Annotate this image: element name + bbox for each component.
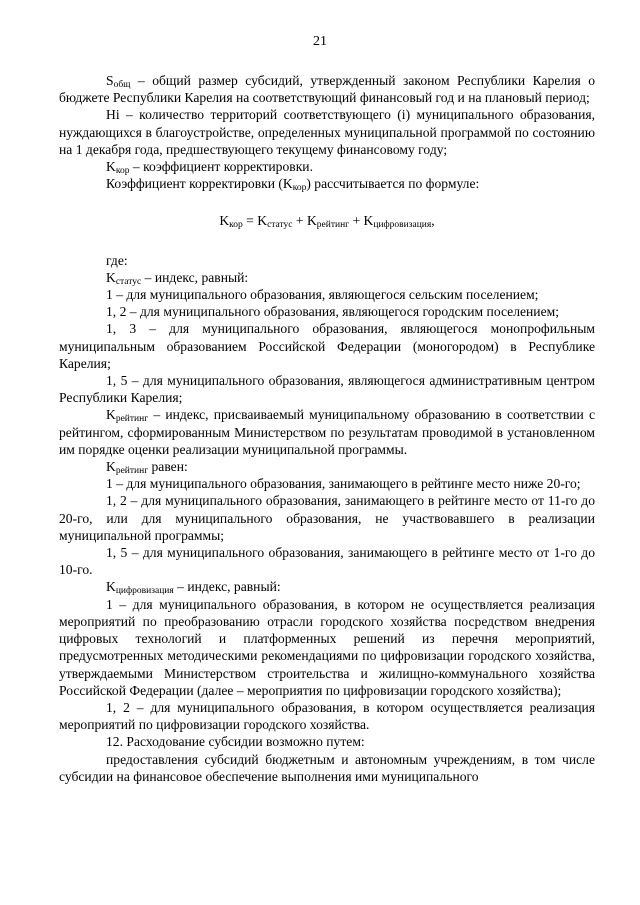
paragraph-subsidies-provision: предоставления субсидий бюджетным и автономным учреждениям, в том числе субсидии на финансовое обеспечение выполнения ими муниципального [59, 751, 595, 784]
paragraph-digitalization-1: 1 – для муниципального образования, в котором не осуществляется реализация мероприятий по преобразованию отрасли городского хозяйства посредством внедрения цифровых технологий и платформенных решений из перечня мероприятий, предусмотренных методическими рекомендациями по цифровизации городского хозяйства, утверждаемыми Министерством строительства и жилищно-коммунального хозяйства Российской Федерации (далее – мероприятия по цифровизации городского хозяйства); [59, 596, 595, 698]
paragraph-rating-3: 1, 5 – для муниципального образования, занимающего в рейтинге место от 1-го до 10-го. [59, 545, 595, 578]
paragraph-rating-2: 1, 2 – для муниципального образования, занимающего в рейтинге место от 11-го до 20-го, или для муниципального образования, не участвовавшего в реализации муниципальной программы; [59, 493, 595, 543]
paragraph-s-total: $S_{общ}$ – общий размер субсидий, утвержденный законом Республики Карелия о бюджете Республики Карелия на соответствующий финансовый год и на плановый период; [59, 73, 595, 106]
page-number: 21 [313, 34, 327, 49]
paragraph-k-rating: $K_{рейтинг}$ – индекс, присваиваемый муниципальному образованию в соответствии с рейтингом, сформированным Министерством по результатам проводимой в установленном им порядке оценки реализации муниципальной программы. [59, 407, 595, 457]
paragraph-status-4: 1, 5 – для муниципального образования, являющегося административным центром Республики Карелия; [59, 373, 595, 406]
paragraph-status-1: 1 – для муниципального образования, являющегося сельским поселением; [106, 287, 539, 303]
paragraph-where: где: [106, 252, 128, 268]
paragraph-hi: Hi – количество территорий соответствующего (i) муниципального образования, нуждающихся в благоустройстве, определенных муниципальной программой по состоянию на 1 декабря года, предшествующего текущему финансовому году; [59, 107, 595, 157]
paragraph-k-rating-equals: $K_{рейтинг}$ равен: [106, 459, 188, 477]
paragraph-digitalization-2: 1, 2 – для муниципального образования, в котором осуществляется реализация мероприятий по цифровизации городского хозяйства. [59, 699, 595, 733]
formula: $K_{кор} = K_{статус} + K_{рейтинг} + K_{цифровизация}$, [219, 213, 435, 231]
paragraph-status-3: 1, 3 – для муниципального образования, являющегося монопрофильным муниципальным образованием Российской Федерации (моногородом) в Республике Карелия; [59, 321, 595, 371]
paragraph-k-kor: $K_{кор}$ – коэффициент корректировки. [106, 159, 313, 177]
paragraph-k-status: $K_{статус}$ – индекс, равный: [106, 269, 249, 287]
paragraph-status-2: 1, 2 – для муниципального образования, являющегося городским поселением; [106, 304, 559, 320]
paragraph-rating-1: 1 – для муниципального образования, занимающего в рейтинге место ниже 20-го; [106, 476, 581, 492]
paragraph-section-12: 12. Расходование субсидии возможно путем: [106, 734, 365, 750]
paragraph-k-digitalization: $K_{цифровизация}$ – индекс, равный: [106, 579, 281, 597]
document-body [59, 72, 595, 785]
paragraph-k-kor-formula-intro: Коэффициент корректировки $(K_{кор})$ рассчитывается по формуле: [106, 176, 480, 194]
